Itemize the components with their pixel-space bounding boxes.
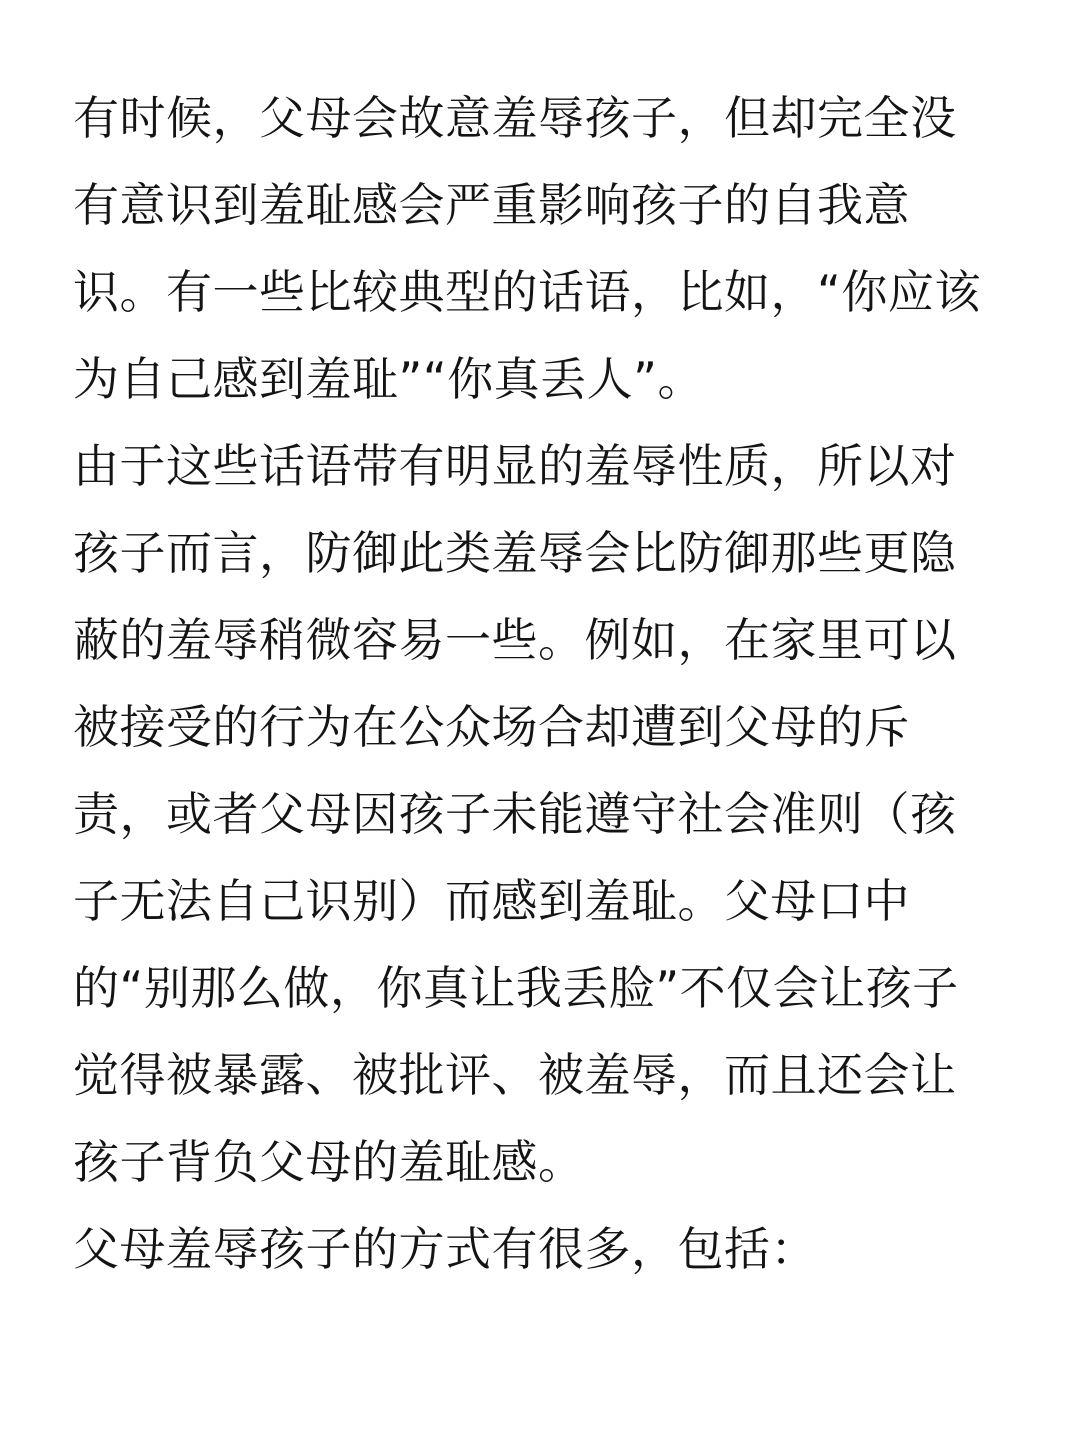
text-line: 的“别那么做，你真让我丢脸”不仅会让孩子: [73, 961, 959, 1015]
text-line: 为自己感到羞耻”“你真丢人”。: [73, 352, 704, 406]
text-line: 被接受的行为在公众场合却遭到父母的斥: [73, 700, 910, 754]
text-line: 觉得被暴露、被批评、被羞辱，而且还会让: [73, 1048, 957, 1102]
article-text: [73, 75, 1013, 1293]
text-line: 子无法自己识别）而感到羞耻。父母口中: [73, 874, 910, 928]
text-line: 父母羞辱孩子的方式有很多，包括：: [73, 1222, 817, 1276]
text-line: 孩子背负父母的羞耻感。: [73, 1135, 585, 1189]
text-line: 责，或者父母因孩子未能遵守社会准则（孩: [73, 787, 957, 841]
text-line: 有时候，父母会故意羞辱孩子，但却完全没: [73, 91, 957, 145]
text-line: 有意识到羞耻感会严重影响孩子的自我意: [73, 178, 910, 232]
text-line: 蔽的羞辱稍微容易一些。例如，在家里可以: [73, 613, 957, 667]
text-line: 孩子而言，防御此类羞辱会比防御那些更隐: [73, 526, 957, 580]
text-line: 识。有一些比较典型的话语，比如，“你应该: [73, 265, 981, 319]
text-line: 由于这些话语带有明显的羞辱性质，所以对: [73, 439, 957, 493]
